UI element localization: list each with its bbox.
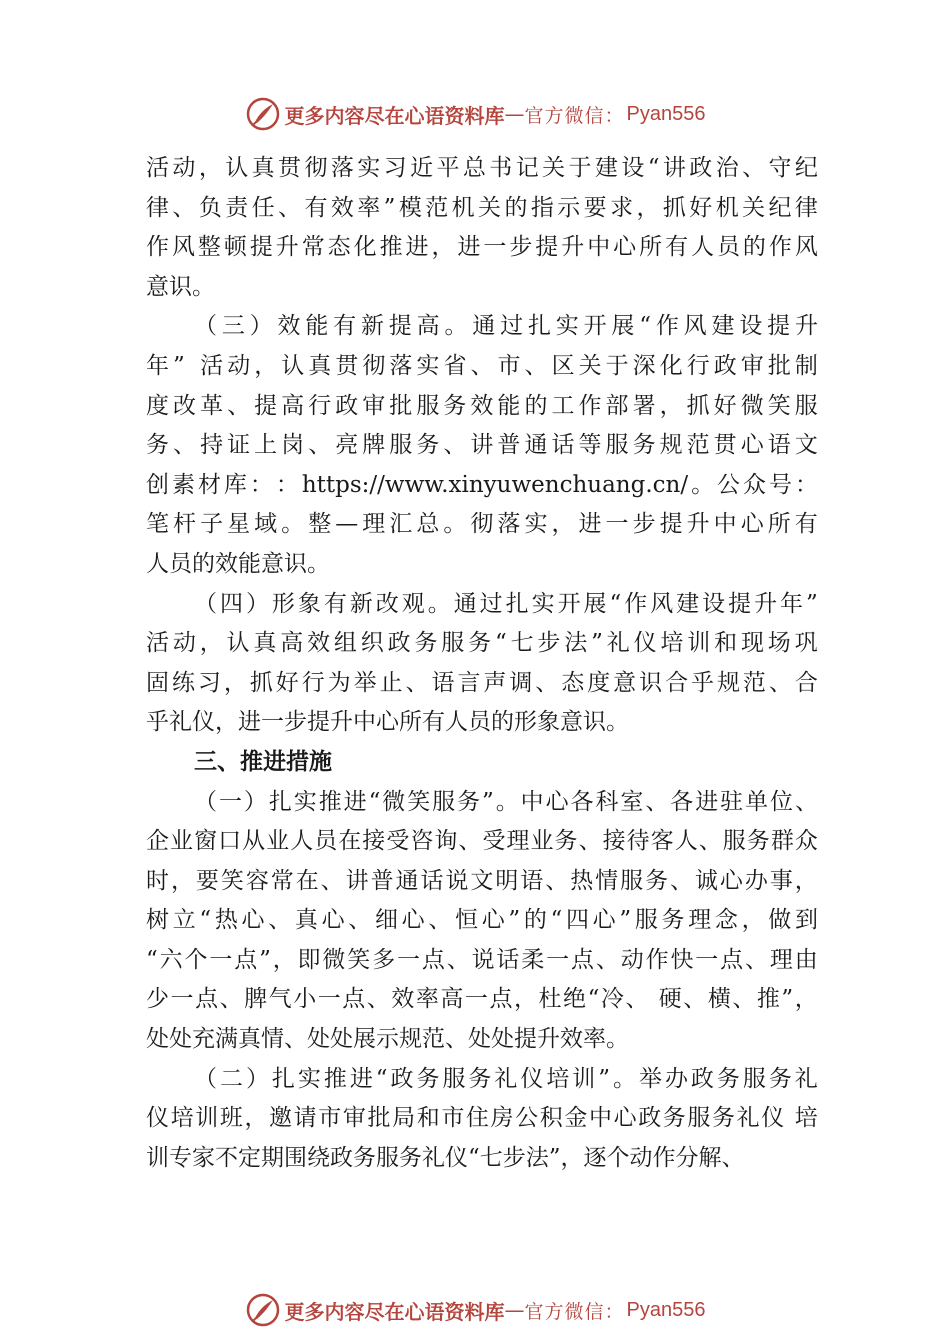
text-line: “ 六 个 一 点 ” ， 即 微 笑 多 一 点 、 说 话 柔 一 点 、 动 作 快 一 点 、 理 由 bbox=[146, 946, 818, 973]
banner-separator: — bbox=[504, 1298, 525, 1322]
text-line: 意识。 bbox=[146, 273, 215, 300]
banner-wechat-id: Pyan556 bbox=[626, 1298, 706, 1321]
text-line: 度 改 革 、 提 高 行 政 审 批 服 务 效 能 的 工 作 部 署 ， 抓 好 微 笑 服 bbox=[146, 392, 818, 419]
text-line: 乎礼仪，进一步提升中心所有人员的形象意识。 bbox=[146, 709, 629, 736]
quill-logo-icon bbox=[245, 1292, 281, 1328]
text-line: 处处充满真情、处处展示规范、处处提升效率。 bbox=[146, 1026, 629, 1053]
text-line: 律 、 负 责 任 、 有 效 率 ” 模 范 机 关 的 指 示 要 求 ， 抓 好 机 关 纪 律 bbox=[146, 194, 818, 221]
text-line: 年 ” 活 动 ， 认 真 贯 彻 落 实 省 、 市 、 区 关 于 深 化 行 政 审 批 制 bbox=[146, 352, 818, 379]
text-line: 作 风 整 顿 提 升 常 态 化 推 进 ， 进 一 步 提 升 中 心 所 有 人 员 的 作 风 bbox=[146, 234, 818, 261]
text-line: 时 ， 要 笑 容 常 在 、 讲 普 通 话 说 文 明 语 、 热 情 服 务 、 诚 心 办 事 ， bbox=[146, 867, 818, 894]
text-line: 树 立 “ 热 心 、 真 心 、 细 心 、 恒 心 ” 的 “ 四 心 ” 服 务 理 念 ， 做 到 bbox=[146, 907, 818, 934]
text-line: 务 、 持 证 上 岗 、 亮 牌 服 务 、 讲 普 通 话 等 服 务 规 范 贯 心 语 文 bbox=[146, 432, 818, 459]
text-line: 少 一 点 、 脾 气 小 一 点 、 效 率 高 一 点 ， 杜 绝 “ 冷 、 硬 、 横 、 推 ” ， bbox=[146, 986, 818, 1013]
text-line: 人员的效能意识。 bbox=[146, 550, 330, 577]
document-body bbox=[146, 149, 818, 1178]
text-line: （ 二 ） 扎 实 推 进 “ 政 务 服 务 礼 仪 培 训 ” 。 举 办 政 务 服 务 礼 bbox=[194, 1065, 818, 1092]
banner-wechat-id: Pyan556 bbox=[626, 102, 706, 125]
header-banner bbox=[0, 94, 950, 134]
text-line: 企 业 窗 口 从 业 人 员 在 接 受 咨 询 、 受 理 业 务 、 接 待 客 人 、 服 务 群 众 bbox=[146, 828, 818, 855]
banner-wechat-label: 官方微信： bbox=[524, 1300, 625, 1323]
text-line: 创 素 材 库 ： ： https://www.xinyuwenchuang.cn/ 。 公 众 号 ： bbox=[146, 471, 818, 498]
text-line: 训专家不定期围绕政务服务礼仪“七步法”，逐个动作分解、 bbox=[146, 1144, 745, 1171]
quill-logo-icon bbox=[245, 96, 281, 132]
text-line: （ 三 ） 效 能 有 新 提 高 。 通 过 扎 实 开 展 “ 作 风 建 设 提 升 bbox=[194, 313, 818, 340]
banner-wechat-label: 官方微信： bbox=[524, 104, 625, 127]
text-line: 固 练 习 ， 抓 好 行 为 举 止 、 语 言 声 调 、 态 度 意 识 合 乎 规 范 、 合 bbox=[146, 669, 818, 696]
section-heading: 三、推进措施 bbox=[194, 748, 332, 775]
text-line: 活 动 ， 认 真 贯 彻 落 实 习 近 平 总 书 记 关 于 建 设 “ 讲 政 治 、 守 纪 bbox=[146, 155, 818, 181]
banner-title: 更多内容尽在心语资料库 bbox=[284, 1299, 505, 1324]
text-line: （ 四 ） 形 象 有 新 改 观 。 通 过 扎 实 开 展 “ 作 风 建 设 提 升 年 ” bbox=[194, 590, 818, 617]
banner-separator: — bbox=[504, 102, 525, 126]
text-line: 仪 培 训 班 ， 邀 请 市 审 批 局 和 市 住 房 公 积 金 中 心 政 务 服 务 礼 仪 培 bbox=[146, 1105, 818, 1132]
text-line: （ 一 ） 扎 实 推 进 “ 微 笑 服 务 ” 。 中 心 各 科 室 、 各 进 驻 单 位 、 bbox=[194, 788, 818, 815]
text-line: 笔 杆 子 星 域 。 整 — 理 汇 总 。 彻 落 实 ， 进 一 步 提 升 中 心 所 有 bbox=[146, 511, 818, 538]
text-line: 活 动 ， 认 真 高 效 组 织 政 务 服 务 “ 七 步 法 ” 礼 仪 培 训 和 现 场 巩 bbox=[146, 630, 818, 657]
footer-banner bbox=[0, 1290, 950, 1330]
banner-title: 更多内容尽在心语资料库 bbox=[284, 103, 505, 128]
